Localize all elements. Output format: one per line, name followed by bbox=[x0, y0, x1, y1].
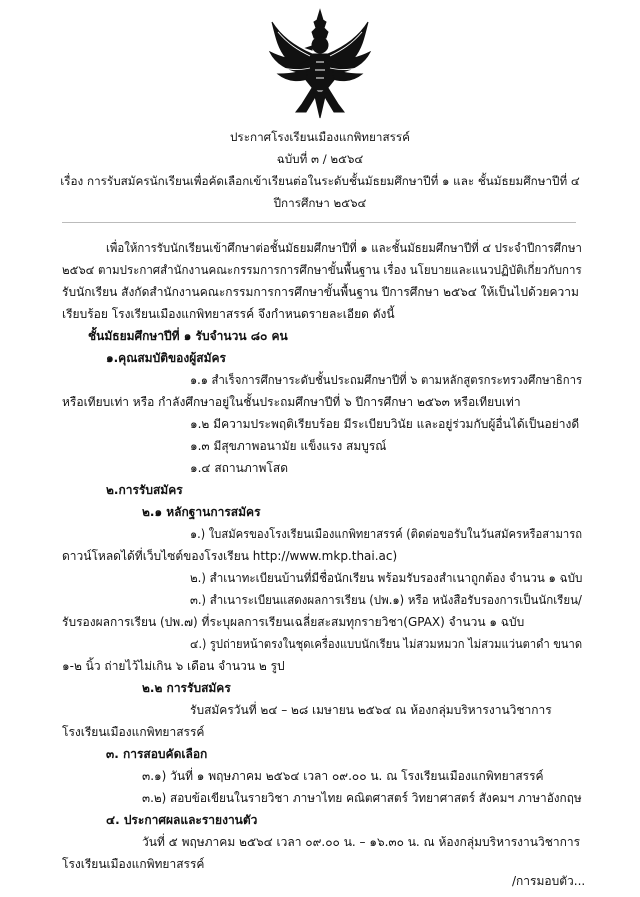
evidence-2: ๒.) สำเนาทะเบียนบ้านที่มีชื่อนักเรียน พร้อมรับรองสำเนาถูกต้อง จำนวน ๑ ฉบับ bbox=[190, 571, 583, 585]
announcement-number: ฉบับที่ ๓ / ๒๕๖๔ bbox=[276, 152, 364, 166]
registration-line-2: โรงเรียนเมืองแกพิทยาสรรค์ bbox=[62, 725, 205, 739]
subject-line-1: เรื่อง การรับสมัครนักเรียนเพื่อคัดเลือกเข้าเรียนต่อในระดับชั้นมัธยมศึกษาปีที่ ๑ และ ชั้นมัธยมศึกษาปีที่ ๔ bbox=[60, 174, 580, 188]
announcement-title: ประกาศโรงเรียนเมืองแกพิทยาสรรค์ bbox=[229, 130, 410, 144]
qualification-heading: ๑.คุณสมบัติของผู้สมัคร bbox=[106, 351, 226, 365]
continuation-note: /การมอบตัว... bbox=[512, 874, 586, 888]
subject-line-2: ปีการศึกษา ๒๕๖๔ bbox=[273, 196, 367, 210]
qualification-1-line-2: หรือเทียบเท่า หรือ กำลังศึกษาอยู่ในชั้นประถมศึกษาปีที่ ๖ ปีการศึกษา ๒๕๖๓ หรือเทียบเท่า bbox=[62, 395, 521, 409]
result-line-2: โรงเรียนเมืองแกพิทยาสรรค์ bbox=[62, 857, 205, 871]
result-line-1: วันที่ ๕ พฤษภาคม ๒๕๖๔ เวลา ๐๙.๐๐ น. – ๑๖.๓๐ น. ณ ห้องกลุ่มบริหารงานวิชาการ bbox=[142, 835, 581, 849]
qualification-2: ๑.๒ มีความประพฤติเรียบร้อย มีระเบียบวินัย และอยู่ร่วมกับผู้อื่นได้เป็นอย่างดี bbox=[190, 417, 580, 431]
exam-heading: ๓. การสอบคัดเลือก bbox=[106, 747, 208, 761]
registration-heading: ๒.๒ การรับสมัคร bbox=[142, 681, 231, 695]
intro-line-4: เรียบร้อย โรงเรียนเมืองแกพิทยาสรรค์ จึงกำหนดรายละเอียด ดังนี้ bbox=[62, 307, 395, 321]
registration-line-1: รับสมัครวันที่ ๒๔ – ๒๘ เมษายน ๒๕๖๔ ณ ห้องกลุ่มบริหารงานวิชาการ bbox=[190, 703, 552, 717]
evidence-heading: ๒.๑ หลักฐานการสมัคร bbox=[142, 505, 261, 519]
intro-line-2: ๒๕๖๔ ตามประกาศสำนักงานคณะกรรมการการศึกษาขั้นพื้นฐาน เรื่อง นโยบายและแนวปฏิบัติเกี่ยวกับการ bbox=[62, 263, 582, 277]
evidence-4-line-2: ๑-๒ นิ้ว ถ่ายไว้ไม่เกิน ๖ เดือน จำนวน ๒ รูป bbox=[62, 659, 285, 673]
evidence-1-line-2: ดาวน์โหลดได้ที่เว็บไซต์ของโรงเรียน http://www.mkp.thai.ac) bbox=[62, 549, 398, 563]
garuda-emblem-icon bbox=[268, 8, 372, 120]
evidence-3-line-1: ๓.) สำเนาระเบียนแสดงผลการเรียน (ปพ.๑) หรือ หนังสือรับรองการเป็นนักเรียน/ bbox=[190, 593, 582, 607]
application-heading: ๒.การรับสมัคร bbox=[106, 483, 183, 497]
qualification-4: ๑.๔ สถานภาพโสด bbox=[190, 461, 288, 475]
qualification-1-line-1: ๑.๑ สำเร็จการศึกษาระดับชั้นประถมศึกษาปีที่ ๖ ตามหลักสูตรกระทรวงศึกษาธิการ bbox=[190, 373, 583, 387]
intro-line-3: รับนักเรียน สังกัดสำนักงานคณะกรรมการการศึกษาขั้นพื้นฐาน ปีการศึกษา ๒๕๖๔ ให้เป็นไปด้วยความ bbox=[62, 285, 579, 299]
evidence-3-line-2: รับรองผลการเรียน (ปพ.๗) ที่ระบุผลการเรียนเฉลี่ยสะสมทุกรายวิชา(GPAX) จำนวน ๑ ฉบับ bbox=[62, 615, 525, 629]
exam-item-1: ๓.๑) วันที่ ๑ พฤษภาคม ๒๕๖๔ เวลา ๐๙.๐๐ น. ณ โรงเรียนเมืองแกพิทยาสรรค์ bbox=[142, 769, 544, 783]
header-divider bbox=[62, 222, 576, 223]
section-m1-heading: ชั้นมัธยมศึกษาปีที่ ๑ รับจำนวน ๘๐ คน bbox=[88, 329, 288, 343]
result-heading: ๔. ประกาศผลและรายงานตัว bbox=[106, 813, 258, 827]
intro-line-1: เพื่อให้การรับนักเรียนเข้าศึกษาต่อชั้นมัธยมศึกษาปีที่ ๑ และชั้นมัธยมศึกษาปีที่ ๔ ประจำปีการศึกษา bbox=[106, 241, 582, 255]
evidence-4-line-1: ๔.) รูปถ่ายหน้าตรงในชุดเครื่องแบบนักเรียน ไม่สวมหมวก ไม่สวมแว่นตาดำ ขนาด bbox=[190, 637, 583, 651]
exam-item-2: ๓.๒) สอบข้อเขียนในรายวิชา ภาษาไทย คณิตศาสตร์ วิทยาศาสตร์ สังคมฯ ภาษาอังกฤษ bbox=[142, 791, 582, 805]
evidence-1-line-1: ๑.) ใบสมัครของโรงเรียนเมืองแกพิทยาสรรค์ (ติดต่อขอรับในวันสมัครหรือสามารถ bbox=[190, 527, 583, 541]
qualification-3: ๑.๓ มีสุขภาพอนามัย แข็งแรง สมบูรณ์ bbox=[190, 439, 387, 453]
